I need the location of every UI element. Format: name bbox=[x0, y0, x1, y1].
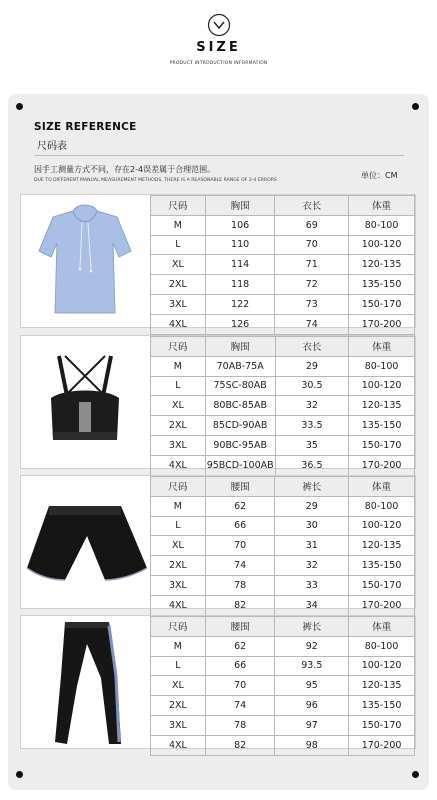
table-cell: 110 bbox=[205, 235, 275, 255]
header-cell: 胸围 bbox=[205, 337, 275, 357]
table-row bbox=[151, 215, 415, 235]
table-cell: 70 bbox=[275, 235, 349, 255]
corner-dot bbox=[16, 771, 23, 778]
measurement-note-en: DUE TO DIFFERENT MANUAL MEASUREMENT METHODS, THERE IS A REASONABLE RANGE OF 2-4 ERRORS bbox=[34, 178, 277, 183]
table-cell: 4XL bbox=[151, 455, 206, 475]
corner-dot bbox=[16, 103, 23, 110]
table-cell: 2XL bbox=[151, 275, 206, 295]
header-cell: 体重 bbox=[349, 196, 415, 216]
table-cell: 92 bbox=[275, 636, 349, 656]
table-cell: 135-150 bbox=[349, 696, 415, 716]
table-cell: 74 bbox=[205, 696, 275, 716]
table-cell: 120-135 bbox=[349, 255, 415, 275]
table-cell: 32 bbox=[275, 396, 349, 416]
size-table bbox=[150, 195, 415, 335]
shorts-icon bbox=[21, 476, 149, 608]
size-table bbox=[150, 616, 415, 756]
table-cell: 135-150 bbox=[349, 556, 415, 576]
header-cell: 体重 bbox=[349, 617, 415, 637]
table-cell: XL bbox=[151, 255, 206, 275]
table-cell: 82 bbox=[205, 595, 275, 615]
header-cell: 衣长 bbox=[275, 196, 349, 216]
table-cell: 95 bbox=[275, 676, 349, 696]
table-cell: 75SC-80AB bbox=[205, 376, 275, 396]
header-cell: 裤长 bbox=[275, 617, 349, 637]
table-header-row bbox=[151, 196, 415, 216]
v-circle-icon bbox=[207, 13, 231, 37]
table-cell: 71 bbox=[275, 255, 349, 275]
table-header-row bbox=[151, 617, 415, 637]
table-cell: L bbox=[151, 235, 206, 255]
table-cell: 80-100 bbox=[349, 215, 415, 235]
table-row bbox=[151, 396, 415, 416]
table-cell: 95BCD-100AB bbox=[205, 455, 275, 475]
table-cell: 36.5 bbox=[275, 455, 349, 475]
table-cell: M bbox=[151, 215, 206, 235]
table-row bbox=[151, 235, 415, 255]
header-cell: 裤长 bbox=[275, 477, 349, 497]
table-cell: 100-120 bbox=[349, 235, 415, 255]
header-cell: 体重 bbox=[349, 337, 415, 357]
table-cell: 74 bbox=[205, 556, 275, 576]
table-cell: 98 bbox=[275, 735, 349, 755]
hooded-top-icon bbox=[21, 195, 149, 327]
table-cell: 29 bbox=[275, 496, 349, 516]
header-cell: 腰围 bbox=[205, 477, 275, 497]
table-cell: 120-135 bbox=[349, 536, 415, 556]
table-cell: 2XL bbox=[151, 696, 206, 716]
table-row bbox=[151, 536, 415, 556]
table-cell: 96 bbox=[275, 696, 349, 716]
size-table bbox=[150, 476, 415, 616]
table-cell: 100-120 bbox=[349, 656, 415, 676]
unit-label: 单位：CM bbox=[361, 171, 398, 180]
divider bbox=[34, 155, 404, 156]
table-cell: 34 bbox=[275, 595, 349, 615]
table-row bbox=[151, 294, 415, 314]
table-cell: 150-170 bbox=[349, 294, 415, 314]
table-cell: 150-170 bbox=[349, 715, 415, 735]
table-cell: 32 bbox=[275, 556, 349, 576]
header-cell: 腰围 bbox=[205, 617, 275, 637]
table-cell: 100-120 bbox=[349, 516, 415, 536]
table-cell: 3XL bbox=[151, 294, 206, 314]
table-row bbox=[151, 356, 415, 376]
size-subtitle: PRODUCT INTRODUCTION INFORMATION bbox=[169, 61, 268, 66]
header-cell: 体重 bbox=[349, 477, 415, 497]
table-cell: 66 bbox=[205, 516, 275, 536]
header-cell: 尺码 bbox=[151, 617, 206, 637]
table-header-row bbox=[151, 477, 415, 497]
table-row bbox=[151, 275, 415, 295]
table-cell: 2XL bbox=[151, 416, 206, 436]
table-cell: 170-200 bbox=[349, 595, 415, 615]
table-cell: 90BC-95AB bbox=[205, 435, 275, 455]
table-cell: 70 bbox=[205, 676, 275, 696]
sports-bra-icon bbox=[21, 336, 149, 468]
table-row bbox=[151, 735, 415, 755]
table-cell: 78 bbox=[205, 575, 275, 595]
table-cell: 150-170 bbox=[349, 575, 415, 595]
table-cell: 31 bbox=[275, 536, 349, 556]
table-cell: 170-200 bbox=[349, 455, 415, 475]
size-title: SIZE bbox=[196, 40, 241, 55]
table-cell: 2XL bbox=[151, 556, 206, 576]
table-cell: 100-120 bbox=[349, 376, 415, 396]
table-cell: L bbox=[151, 376, 206, 396]
table-header-row bbox=[151, 337, 415, 357]
size-table-block-leggings bbox=[20, 615, 416, 749]
header-cell: 尺码 bbox=[151, 337, 206, 357]
table-cell: 35 bbox=[275, 435, 349, 455]
table-cell: 33 bbox=[275, 575, 349, 595]
size-reference-cn: 尺码表 bbox=[37, 141, 67, 152]
table-row bbox=[151, 376, 415, 396]
table-cell: 118 bbox=[205, 275, 275, 295]
table-cell: L bbox=[151, 656, 206, 676]
table-cell: M bbox=[151, 356, 206, 376]
corner-dot bbox=[412, 103, 419, 110]
table-cell: 69 bbox=[275, 215, 349, 235]
table-row bbox=[151, 314, 415, 334]
table-cell: 80-100 bbox=[349, 636, 415, 656]
corner-dot bbox=[412, 771, 419, 778]
table-cell: 73 bbox=[275, 294, 349, 314]
table-cell: 170-200 bbox=[349, 735, 415, 755]
size-table-block-bra bbox=[20, 335, 416, 469]
size-reference-title: SIZE REFERENCE bbox=[34, 121, 137, 133]
table-row bbox=[151, 516, 415, 536]
table-row bbox=[151, 435, 415, 455]
table-cell: 82 bbox=[205, 735, 275, 755]
size-table bbox=[150, 336, 415, 476]
table-cell: 97 bbox=[275, 715, 349, 735]
table-cell: 72 bbox=[275, 275, 349, 295]
table-cell: 62 bbox=[205, 636, 275, 656]
table-cell: 78 bbox=[205, 715, 275, 735]
table-cell: 3XL bbox=[151, 435, 206, 455]
header-cell: 衣长 bbox=[275, 337, 349, 357]
table-cell: 4XL bbox=[151, 595, 206, 615]
table-cell: M bbox=[151, 636, 206, 656]
table-row bbox=[151, 575, 415, 595]
table-cell: 33.5 bbox=[275, 416, 349, 436]
table-cell: 85CD-90AB bbox=[205, 416, 275, 436]
leggings-icon bbox=[21, 616, 149, 748]
table-cell: 122 bbox=[205, 294, 275, 314]
table-cell: 3XL bbox=[151, 715, 206, 735]
size-table-block-top bbox=[20, 194, 416, 328]
size-table-block-shorts bbox=[20, 475, 416, 609]
table-row bbox=[151, 255, 415, 275]
table-row bbox=[151, 696, 415, 716]
table-cell: 30 bbox=[275, 516, 349, 536]
table-cell: XL bbox=[151, 396, 206, 416]
table-row bbox=[151, 656, 415, 676]
header-cell: 胸围 bbox=[205, 196, 275, 216]
table-row bbox=[151, 416, 415, 436]
table-cell: 170-200 bbox=[349, 314, 415, 334]
table-row bbox=[151, 636, 415, 656]
table-cell: 114 bbox=[205, 255, 275, 275]
table-cell: XL bbox=[151, 676, 206, 696]
table-cell: 135-150 bbox=[349, 275, 415, 295]
table-cell: M bbox=[151, 496, 206, 516]
table-cell: 135-150 bbox=[349, 416, 415, 436]
table-cell: 4XL bbox=[151, 314, 206, 334]
table-cell: 120-135 bbox=[349, 396, 415, 416]
table-cell: 150-170 bbox=[349, 435, 415, 455]
table-cell: 74 bbox=[275, 314, 349, 334]
table-cell: L bbox=[151, 516, 206, 536]
table-cell: XL bbox=[151, 536, 206, 556]
table-row bbox=[151, 496, 415, 516]
table-cell: 80-100 bbox=[349, 496, 415, 516]
table-cell: 106 bbox=[205, 215, 275, 235]
table-row bbox=[151, 556, 415, 576]
table-row bbox=[151, 455, 415, 475]
table-cell: 80BC-85AB bbox=[205, 396, 275, 416]
table-cell: 80-100 bbox=[349, 356, 415, 376]
table-cell: 4XL bbox=[151, 735, 206, 755]
table-row bbox=[151, 595, 415, 615]
table-cell: 29 bbox=[275, 356, 349, 376]
table-cell: 70AB-75A bbox=[205, 356, 275, 376]
table-cell: 126 bbox=[205, 314, 275, 334]
table-cell: 3XL bbox=[151, 575, 206, 595]
table-cell: 62 bbox=[205, 496, 275, 516]
table-cell: 93.5 bbox=[275, 656, 349, 676]
header-cell: 尺码 bbox=[151, 196, 206, 216]
table-cell: 120-135 bbox=[349, 676, 415, 696]
measurement-note-cn: 因手工测量方式不同，存在2-4误差属于合理范围。 bbox=[34, 165, 216, 174]
table-cell: 30.5 bbox=[275, 376, 349, 396]
header-cell: 尺码 bbox=[151, 477, 206, 497]
table-cell: 70 bbox=[205, 536, 275, 556]
table-row bbox=[151, 715, 415, 735]
table-cell: 66 bbox=[205, 656, 275, 676]
table-row bbox=[151, 676, 415, 696]
